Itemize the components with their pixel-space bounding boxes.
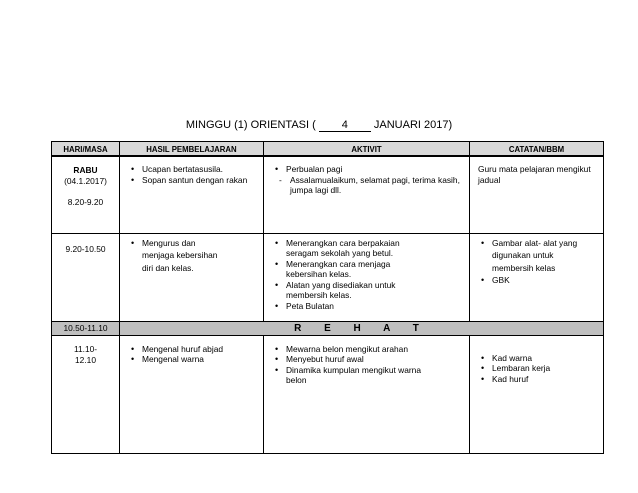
list-item: • Ucapan bertatasusila. xyxy=(124,164,259,175)
header-hari-masa: HARI/MASA xyxy=(52,142,120,157)
list-item: • Menerangkan cara menjaga kebersihan kelas. xyxy=(268,259,465,280)
list-item: • Gambar alat- alat yang digunakan untuk membersih kelas xyxy=(474,237,599,275)
aktiviti-cell xyxy=(264,156,470,233)
aktiviti-cell xyxy=(264,335,470,453)
list-item: • GBK xyxy=(474,274,599,287)
list-item: • Perbualan pagi xyxy=(268,164,465,175)
header-catatan: CATATAN/BBM xyxy=(470,142,604,157)
list-item: • Mengenal warna xyxy=(124,354,259,365)
list-item: • Mengenal huruf abjad xyxy=(124,344,259,355)
aktiviti-cell xyxy=(264,233,470,321)
list-item: • Menerangkan cara berpakaian seragam sekolah yang betul. xyxy=(268,238,465,259)
header-aktivit: AKTIVIT xyxy=(264,142,470,157)
hari-masa-cell xyxy=(52,156,120,233)
list-item: • Sopan santun dengan rakan xyxy=(124,175,259,186)
time-label: 11.10- 12.10 xyxy=(73,343,98,365)
list-item: • Mengurus dan menjaga kebersihan diri dan kelas. xyxy=(124,237,259,275)
title-date-fill: 4 xyxy=(319,120,371,132)
hasil-cell xyxy=(120,156,264,233)
list-item: • Lembaran kerja xyxy=(474,363,599,374)
list-item: • Mewarna belon mengikut arahan xyxy=(268,344,465,355)
time-label: 9.20-10.50 xyxy=(65,243,106,254)
title-prefix: MINGGU (1) ORIENTASI ( xyxy=(185,119,316,131)
sub-item-text: Assalamualaikum, selamat pagi, terima kasih, jumpa lagi dll. xyxy=(290,174,460,195)
list-item: • Kad warna xyxy=(474,353,599,364)
catatan-cell xyxy=(470,233,604,321)
rehat-row xyxy=(52,321,604,335)
list-item: • Dinamika kumpulan mengikut warna belon xyxy=(268,365,465,386)
day-label: RABU xyxy=(73,165,98,175)
sub-item: - Assalamualaikum, selamat pagi, terima kasih, jumpa lagi dll. xyxy=(279,174,460,195)
table-row xyxy=(52,233,604,321)
hasil-cell xyxy=(120,335,264,453)
document-title xyxy=(0,119,638,132)
header-row xyxy=(52,142,604,157)
hari-masa-cell xyxy=(52,335,120,453)
table-row xyxy=(52,156,604,233)
list-item: • Alatan yang disediakan untuk membersih kelas. xyxy=(268,280,465,301)
time-label: 8.20-9.20 xyxy=(67,197,104,207)
title-suffix: JANUARI 2017) xyxy=(373,119,453,131)
list-item: • Peta Bulatan xyxy=(268,301,465,312)
rehat-label: R E H A T xyxy=(120,321,604,335)
hasil-cell xyxy=(120,233,264,321)
catatan-cell xyxy=(470,335,604,453)
date-label: (04.1.2017) xyxy=(64,176,107,186)
list-item: • Menyebut huruf awal xyxy=(268,354,465,365)
catatan-cell: Guru mata pelajaran mengikut jadual xyxy=(470,156,604,233)
header-hasil: HASIL PEMBELAJARAN xyxy=(120,142,264,157)
hari-masa-cell xyxy=(52,233,120,321)
table-row xyxy=(52,335,604,453)
list-item: • Kad huruf xyxy=(474,374,599,385)
rehat-time: 10.50-11.10 xyxy=(52,321,120,335)
schedule-table xyxy=(51,141,604,454)
